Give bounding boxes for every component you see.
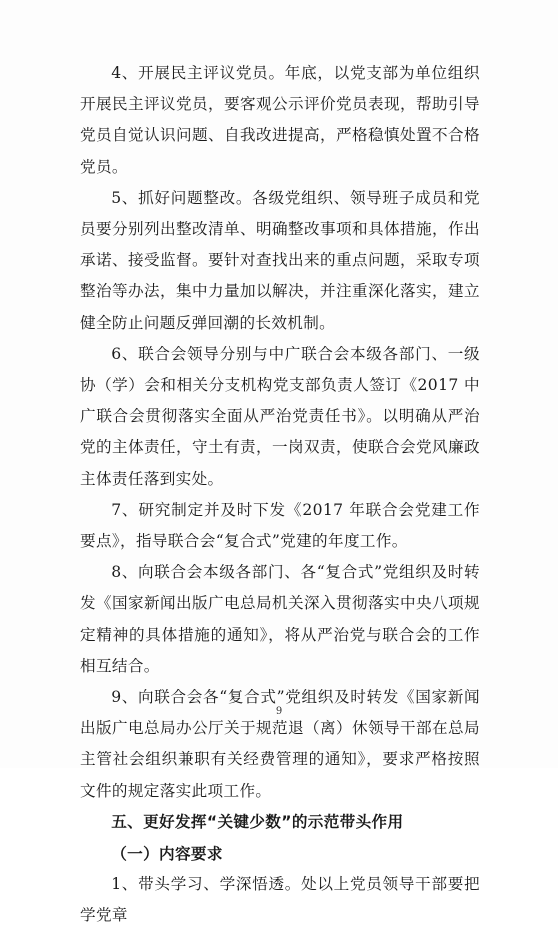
paragraph-item-9: 9、向联合会各“复合式”党组织及时转发《国家新闻出版广电总局办公厅关于规范退（离）休领导干部在总局主管社会组织兼职有关经费管理的通知》，要求严格按照文件的规定落实此项工作。 bbox=[80, 688, 480, 800]
paragraph-item-8: 8、向联合会本级各部门、各“复合式”党组织及时转发《国家新闻出版广电总局机关深入贯彻落实中央八项规定精神的具体措施的通知》，将从严治党与联合会的工作相互结合。 bbox=[80, 563, 480, 675]
subsection-heading-content-requirements: （一）内容要求 bbox=[111, 844, 223, 864]
paragraph-item-7: 7、研究制定并及时下发《2017 年联合会党建工作要点》，指导联合会“复合式”党建的年度工作。 bbox=[80, 500, 480, 551]
section-heading-five: 五、更好发挥“关键少数”的示范带头作用 bbox=[111, 812, 404, 831]
paragraph-item-5: 5、抓好问题整改。各级党组织、领导班子成员和党员要分别列出整改清单、明确整改事项和具体措施，作出承诺、接受监督。要针对查找出来的重点问题，采取专项整治等办法，集中力量加以解决，并注重深化落实，建立健全防止问题反弹回潮的长效机制。 bbox=[80, 188, 480, 332]
paragraph-item-6: 6、联合会领导分别与中广联合会本级各部门、一级协（学）会和相关分支机构党支部负责人签订《2017 中广联合会贯彻落实全面从严治党责任书》。以明确从严治党的主体责任，守土有责，一岗双责，使联合会党风廉政主体责任落到实处。 bbox=[80, 344, 480, 488]
paragraph-item-lead-study: 1、带头学习、学深悟透。处以上党员领导干部要把学党章 bbox=[80, 875, 480, 925]
page-number: 9 bbox=[275, 706, 283, 717]
document-body bbox=[80, 58, 480, 932]
paragraph-item-4: 4、开展民主评议党员。年底，以党支部为单位组织开展民主评议党员，要客观公示评价党员表现，帮助引导党员自觉认识问题、自我改进提高，严格稳慎处置不合格党员。 bbox=[80, 64, 480, 176]
